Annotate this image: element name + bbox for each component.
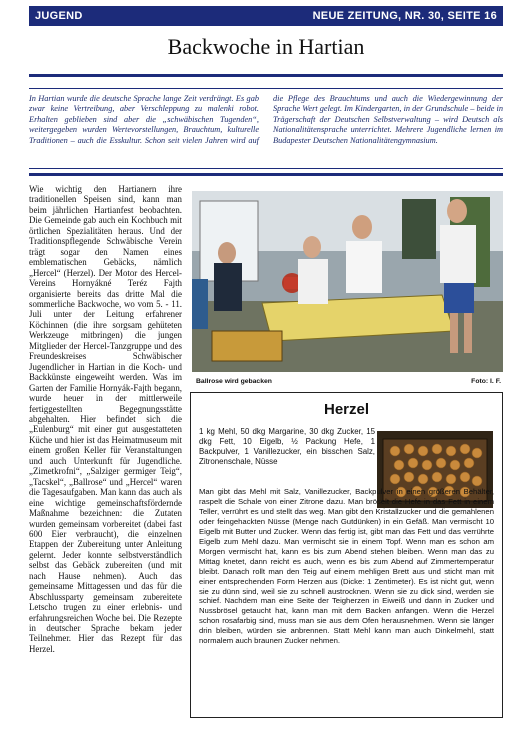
recipe-ingredients: 1 kg Mehl, 50 dkg Margarine, 30 dkg Zucker, 15 dkg Fett, 10 Eigelb, ½ Packung Hefe, 1 Backpulver, 1 Vanillezucker, ein bisschen Salz, Zitronenschale, Nüsse	[199, 427, 375, 467]
recipe-box	[190, 392, 503, 718]
recipe-instructions: Man gibt das Mehl mit Salz, Vanillezucker, Backpulver in einen größeren Behälter, raspelt die Schale von einer Zitrone dazu. Man bröselt die Hefe in das Fett in einem Teller, verrührt es und stellt das weg. Man gibt den Kristallzucker und die gemahlenen oder feingehackten Nüsse (Menge nach Gutdünken) in ein Gefäß. Man vermischt 10 Eigelb mit Butter und Zucker. Wenn das fertig ist, gibt man das Fett und das verrührte Eigelb zum Mehl dazu. Man vermischt sie in einem Topf. Wenn man es schon am Morgen vermischt hat, kann es bis zum Abend stehen bleiben. Wenn man das zu Mittag knetet, dann reicht es auch, wenn es bis zum Abend auf Zimmertemperatur bleibt. Danach rollt man den Teig auf einem mehligen Brett aus und sticht man mit einer entsprechenden Form Herzen aus (Dicke: 1 Zentimeter). Es ist nicht gut, wenn sie zu dünn sind, weil sie zu schnell austrocknen. Wenn sie zu dick sind, werden sie schief. Nachdem man eine Seite der Teigherzen in Eiweiß und dann in Zucker und Nussbrösel getaucht hat, kann man mit dem Backen anfangen. Wenn die Herzel schon rosafarbig sind, muss man sie aus dem Ofen herausnehmen. Wenn sie länger drin bleiben, würden sie anbrennen. Statt Mehl kann man auch Dinkelmehl, statt normalem auch braunen Zucker nehmen.	[199, 487, 494, 646]
article-body: Wie wichtig den Hartianern ihre traditionellen Speisen sind, kann man beim jährlichen Hartianfest beobachten. Die Gemeinde gab auch ein Kochbuch mit örtlichen Spezialitäten heraus. Und der Traditionspflegende Schwäbische Verein trägt sogar den Namen eines emblematischen Gebäcks, nämlich „Hercel“ (Herzel). Der Motor des Hercel-Vereins Hornyákné Teréz Fajth organisierte bereits das dritte Mal die sommerliche Backwoche, wo vom 5. - 11. Juli unter der Leitung erfahrener Köchinnen (die ihre sorgsam gehüteten Werkzeuge mitbringen) die jungen Mitglieder der Hercel-Tanzgruppe und des Freundeskreises Schwäbischer Jugendlicher in Hartian in die Koch- und Backkünste eingeweiht werden. Was im Garten der Familie Hornyák-Fajth begann, wurde heuer in der mittlerweile fertiggestellten Begegnungsstätte abgehalten. Hier befindet sich die „Eulenburg“ mit einer gut ausgestatteten Küche und hier ist das Heimatmuseum mit einem großen Keller für Veranstaltungen und auch Unterkunft für Jugendliche. „Zimetkrofni“, „Salziger germiger Teig“, „Tacskel“, „Ballrose“ und „Hercel“ waren die Tagesaufgaben. Man kann das auch als eine wichtige gemeinschaftsfördernde Maßnahme bezeichnen: die Zutaten wurden gemeinsam vorbereitet (dabei fast 600 Eier verbraucht), die einzelnen Etappen der Zubereitung unter Anleitung gelernt. Jeder konnte selbstverständlich selbst das Gebäck zubereiten (und mit nach Hause nehmen). Auch das gemeinsame Mittagessen und das für die Abschlussparty gemeinsam zubereitete Letscho trugen zu einer erlebnis- und erfahrungsreichen Woche bei. Die Rezepte in deutscher Sprache bekam jeder Teilnehmer. Hier das Rezept für das Herzel.	[29, 184, 182, 654]
baking-photo	[192, 191, 503, 372]
section-banner	[29, 6, 503, 26]
issue-label: NEUE ZEITUNG, NR. 30, SEITE 16	[312, 10, 497, 22]
intro-top-rule	[29, 88, 503, 89]
photo-credit: Foto: I. F.	[471, 378, 501, 385]
recipe-title: Herzel	[323, 401, 370, 418]
intro-bottom-rule	[29, 168, 503, 169]
section-label: JUGEND	[35, 10, 83, 22]
body-top-rule	[29, 173, 503, 176]
photo-caption: Ballrose wird gebacken	[196, 378, 272, 385]
article-intro: In Hartian wurde die deutsche Sprache lange Zeit verdrängt. Es gab zwar keine Vertreibung, aber Verschleppung zu malenki robot. Erhalten geblieben sind aber die „schwäbischen Tugenden“, weitergegeben wurden Wertevorstellungen, Brauchtum, kulturelle Traditionen – auch die Esskultur. Schon seit vielen Jahren wird auf die Pflege des Brauchtums und auch die Wiedergewinnung der Sprache Wert gelegt. Im Kindergarten, in der Grundschule – beide in Trägerschaft der Deutschen Selbstverwaltung – wird Deutsch als Nationalitätensprache unterrichtet. Mehrere Jugendliche lernen im Budapester Deutschen Nationalitätengymnasium.	[29, 94, 503, 145]
title-rule	[29, 74, 503, 77]
article-title: Backwoche in Hartian	[167, 34, 365, 59]
